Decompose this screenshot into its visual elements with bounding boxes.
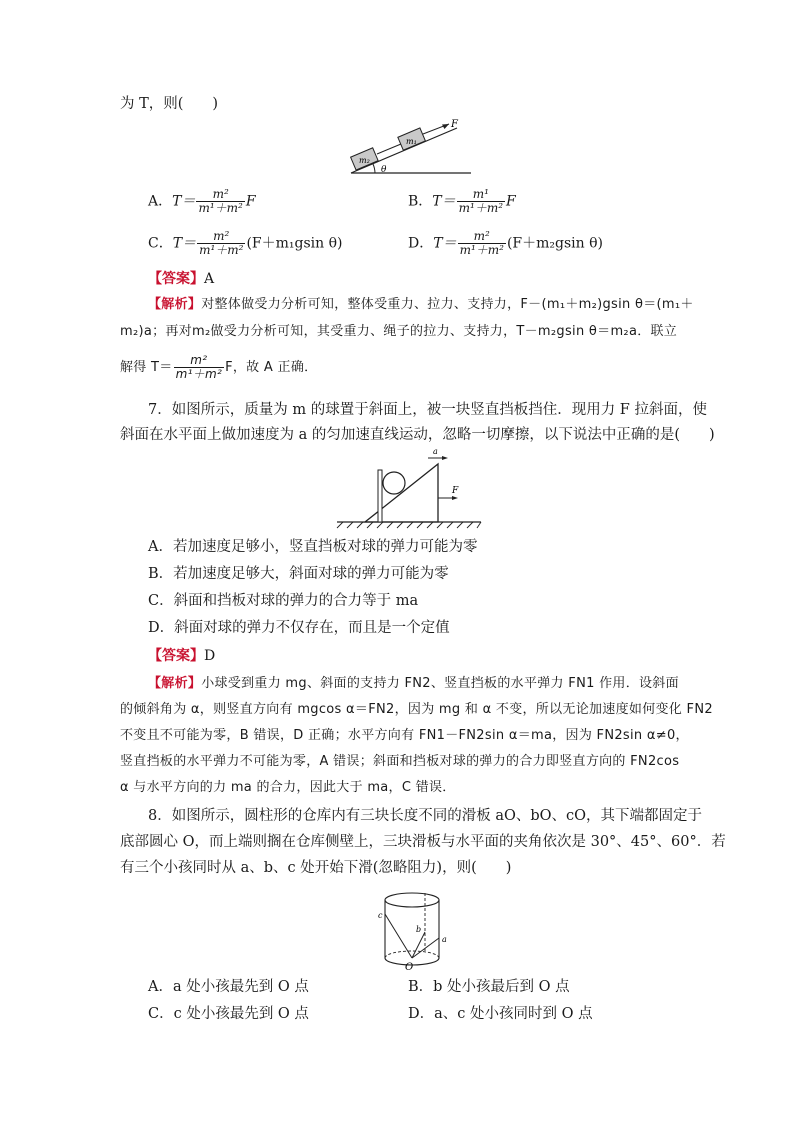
explanation-label: 【解析】 — [148, 297, 202, 312]
q7-stem-line-1: 7．如图所示，质量为 m 的球置于斜面上，被一块竖直挡板挡住．现用力 F 拉斜面，使 — [148, 402, 707, 418]
label-F: F — [451, 119, 458, 130]
label-a: a — [433, 448, 438, 456]
accel-arrowhead — [442, 456, 448, 460]
label-theta: θ — [381, 165, 387, 175]
vertical-board — [378, 470, 382, 522]
wedge — [365, 464, 438, 522]
cylinder-top — [385, 893, 439, 907]
q8-option-b[interactable]: B．b 处小孩最后到 O 点 — [408, 979, 570, 995]
slide-aO — [412, 938, 439, 958]
answer-label: 【答案】 — [148, 648, 204, 664]
q7-explanation-line-4: 竖直挡板的水平弹力不可能为零，A 错误；斜面和挡板对球的弹力的合力即竖直方向的 FN2cos — [120, 754, 680, 769]
question-6-tail: 为 T，则( ) — [120, 96, 219, 112]
label-F: F — [452, 486, 459, 496]
q6-explanation-line-1: 【解析】对整体做受力分析可知，整体受重力、拉力、支持力，F－(m₁＋m₂)gsin θ＝(m₁＋ — [148, 297, 694, 312]
q7-explanation-line-2: 的倾斜角为 α，则竖直方向有 mgcos α＝FN2，因为 mg 和 α 不变，所以无论加速度如何变化 FN2 — [120, 702, 713, 717]
q6-option-d[interactable]: D．T＝ $\frac{\text{m²}}{\text{m¹＋m²}}$ (F＋m₂gsin θ) — [408, 229, 604, 257]
cylinder-figure — [372, 888, 452, 972]
q6-answer — [148, 269, 214, 289]
answer-label: 【答案】 — [148, 271, 204, 287]
ball-incline-figure — [335, 448, 485, 530]
label-m1: m₁ — [406, 137, 417, 146]
incline-blocks-figure — [345, 118, 475, 180]
q8-option-d[interactable]: D．a、c 处小孩同时到 O 点 — [408, 1006, 593, 1022]
q7-explanation-line-5: α 与水平方向的力 ma 的合力，因此大于 ma，C 错误． — [120, 780, 456, 795]
q7-answer — [148, 646, 215, 666]
q6-option-c[interactable]: C．T＝ $\frac{\text{m²}}{\text{m¹＋m²}}$ (F＋m₁gsin θ) — [148, 229, 343, 257]
q7-stem-line-2: 斜面在水平面上做加速度为 a 的匀加速直线运动，忽略一切摩擦，以下说法中正确的是( ) — [120, 427, 715, 443]
label-c: c — [378, 911, 383, 920]
label-a: a — [442, 935, 447, 944]
q8-stem-line-2: 底部圆心 O，而上端则搁在仓库侧壁上，三块滑板与水平面的夹角依次是 30°、45°、60°．若 — [120, 834, 726, 850]
q7-option-c[interactable]: C．斜面和挡板对球的弹力的合力等于 ma — [148, 593, 419, 609]
answer-value: D — [204, 648, 216, 664]
q6-option-a[interactable]: A．T＝ $\frac{\text{m²}}{\text{m¹＋m²}}$ F — [148, 187, 256, 215]
q7-option-a[interactable]: A．若加速度足够小，竖直挡板对球的弹力可能为零 — [148, 539, 478, 555]
q8-option-c[interactable]: C．c 处小孩最先到 O 点 — [148, 1006, 309, 1022]
q6-explanation-line-2: m₂)a；再对m₂做受力分析可知，其受重力、绳子的拉力、支持力，T－m₂gsin θ＝m₂a．联立 — [120, 324, 678, 339]
slide-bO — [412, 932, 425, 958]
answer-value: A — [204, 271, 215, 287]
pull-arrowhead — [452, 496, 458, 500]
q8-option-a[interactable]: A．a 处小孩最先到 O 点 — [148, 979, 309, 995]
q6-explanation-line-3: 解得 T＝ $\frac{\text{m²}}{\text{m¹＋m²}}$ F，故 A 正确． — [120, 353, 318, 381]
label-m2: m₂ — [359, 156, 370, 165]
q6-option-b[interactable]: B．T＝ $\frac{\text{m¹}}{\text{m¹＋m²}}$ F — [408, 187, 516, 215]
floor-hatching — [337, 522, 481, 528]
q7-option-d[interactable]: D．斜面对球的弹力不仅存在，而且是一个定值 — [148, 620, 450, 636]
label-O: O — [405, 962, 414, 972]
q8-stem-line-3: 有三个小孩同时从 a、b、c 处开始下滑(忽略阻力)，则( ) — [120, 860, 512, 876]
angle-arc — [373, 164, 375, 173]
q7-explanation-line-3: 不变且不可能为零，B 错误，D 正确；水平方向有 FN1－FN2sin α＝ma，因为 FN2sin α≠0， — [120, 728, 689, 743]
rope — [377, 144, 401, 154]
ball — [383, 472, 405, 494]
explanation-label: 【解析】 — [148, 676, 202, 691]
q7-explanation-line-1: 【解析】小球受到重力 mg、斜面的支持力 FN2、竖直挡板的水平弹力 FN1 作用．设斜面 — [148, 676, 679, 691]
slide-cO — [385, 914, 412, 958]
q7-option-b[interactable]: B．若加速度足够大，斜面对球的弹力可能为零 — [148, 566, 449, 582]
q8-stem-line-1: 8．如图所示，圆柱形的仓库内有三块长度不同的滑板 aO、bO、cO，其下端都固定于 — [148, 808, 703, 824]
label-b: b — [416, 925, 422, 934]
